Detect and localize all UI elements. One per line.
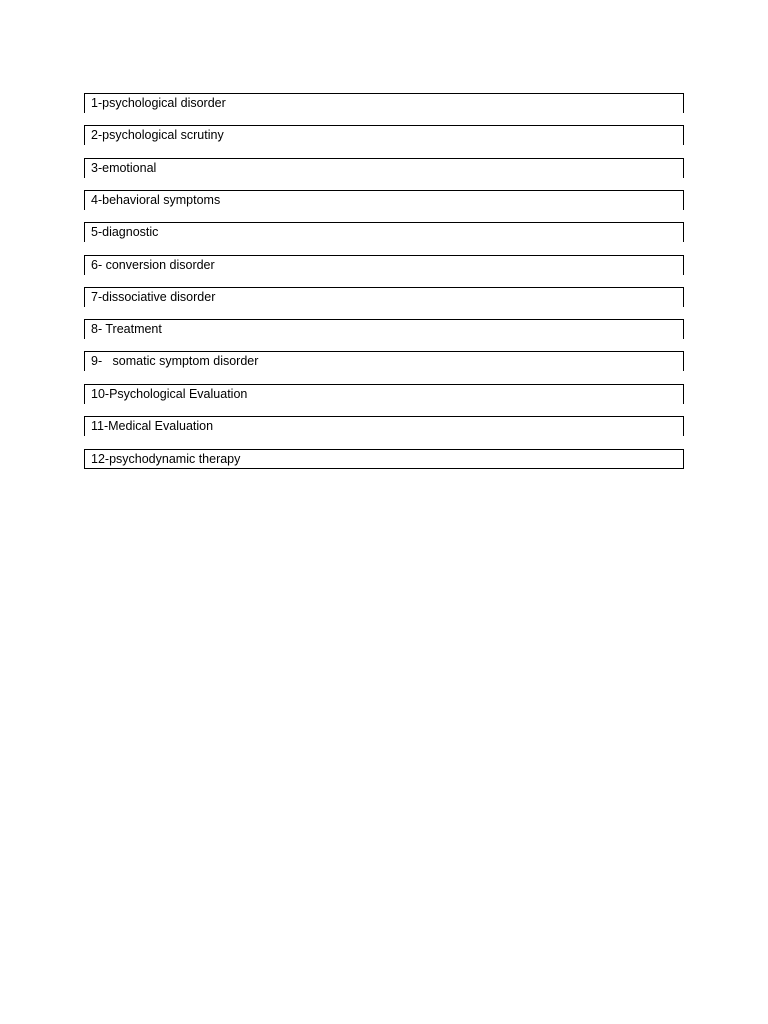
term-box bbox=[84, 416, 684, 436]
term-box-label: 1-psychological disorder bbox=[91, 96, 226, 110]
term-box-label: 7-dissociative disorder bbox=[91, 290, 216, 304]
term-box bbox=[84, 255, 684, 275]
term-box bbox=[84, 190, 684, 210]
term-box-label: 11-Medical Evaluation bbox=[91, 419, 214, 433]
term-box-label: 8- Treatment bbox=[91, 322, 162, 336]
term-box-label: 5-diagnostic bbox=[91, 225, 159, 239]
term-box bbox=[84, 319, 684, 339]
term-box bbox=[84, 125, 684, 145]
term-box-label: 3-emotional bbox=[91, 161, 157, 175]
term-box bbox=[84, 158, 684, 178]
term-box-label: 10-Psychological Evaluation bbox=[91, 387, 248, 401]
term-box bbox=[84, 351, 684, 371]
term-box bbox=[84, 287, 684, 307]
term-box bbox=[84, 449, 684, 469]
term-box-label: 6- conversion disorder bbox=[91, 258, 215, 272]
term-box bbox=[84, 384, 684, 404]
term-box-label: 9- somatic symptom disorder bbox=[91, 354, 259, 368]
term-box bbox=[84, 222, 684, 242]
term-box-label: 12-psychodynamic therapy bbox=[91, 452, 241, 466]
term-box bbox=[84, 93, 684, 113]
term-box-label: 2-psychological scrutiny bbox=[91, 128, 224, 142]
term-box-label: 4-behavioral symptoms bbox=[91, 193, 221, 207]
